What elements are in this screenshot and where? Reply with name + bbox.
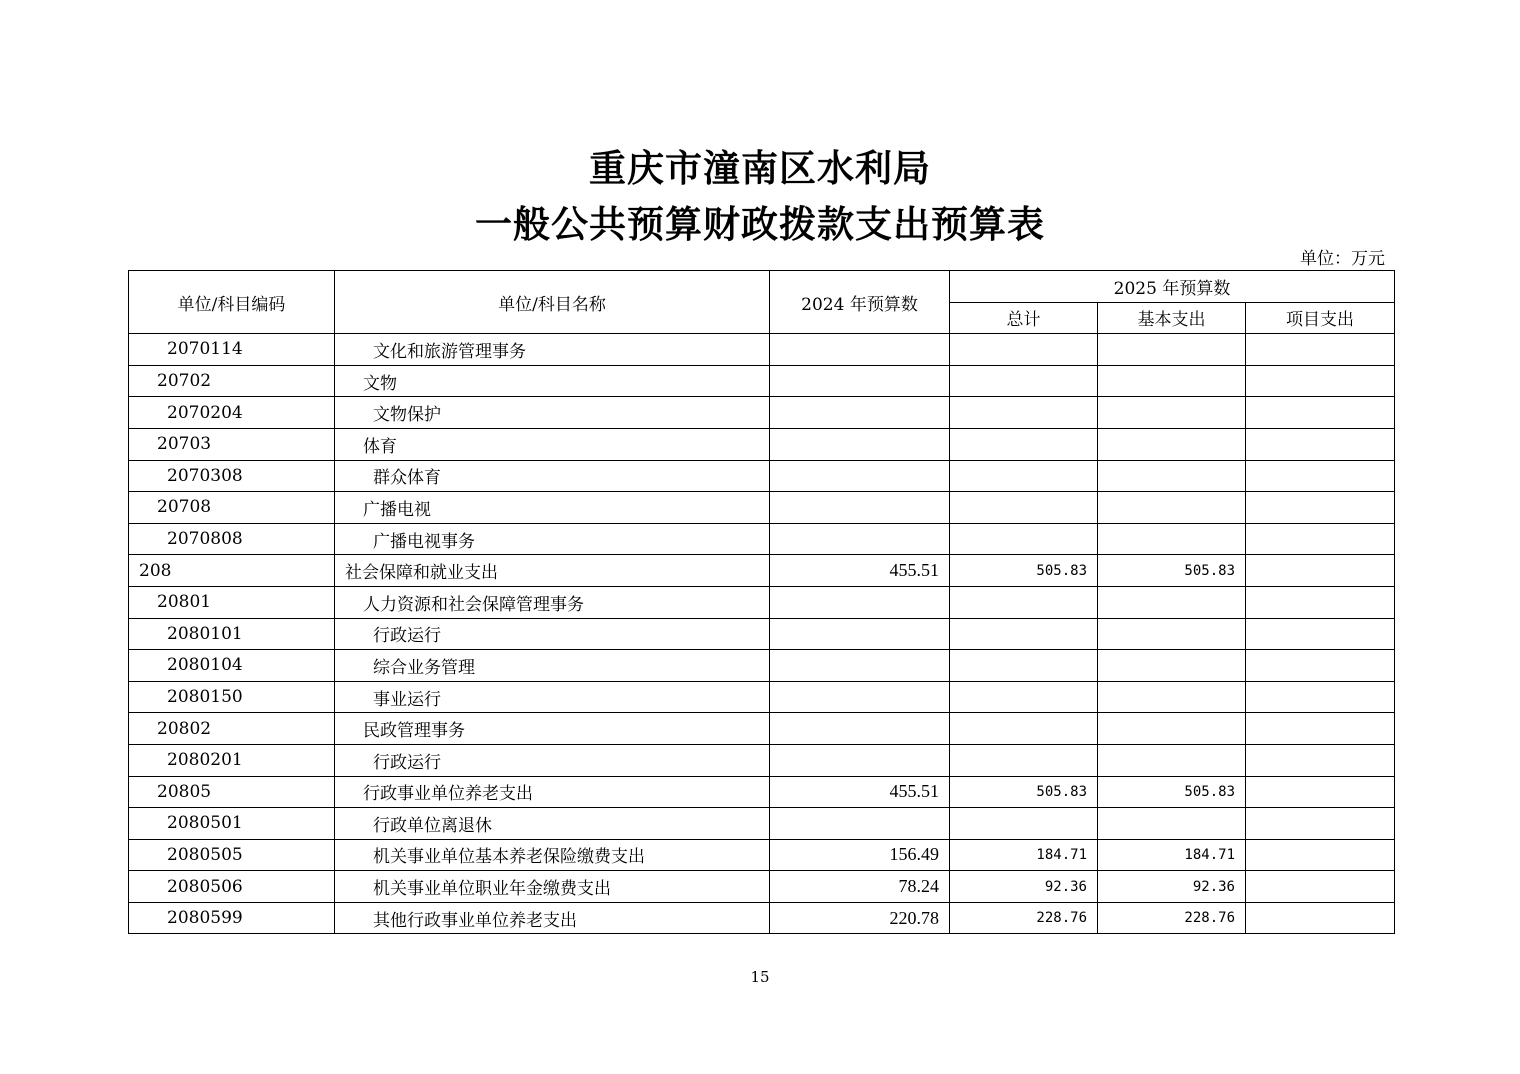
row-code: 20708 [129,492,335,524]
row-code: 2080101 [129,618,335,650]
table-row [129,334,1395,366]
table-row [129,744,1395,776]
row-project [1246,776,1395,808]
row-basic [1098,334,1246,366]
row-basic: 228.76 [1098,902,1246,934]
document-subtitle: 一般公共预算财政拨款支出预算表 [475,202,1045,246]
table-row [129,776,1395,808]
row-basic [1098,428,1246,460]
row-total [950,523,1098,555]
row-basic [1098,460,1246,492]
row-basic [1098,618,1246,650]
row-name: 行政运行 [335,618,770,650]
row-code: 2070204 [129,397,335,429]
table-row [129,492,1395,524]
row-basic [1098,744,1246,776]
row-total [950,492,1098,524]
row-budget-2024: 220.78 [770,902,950,934]
document-title: 重庆市潼南区水利局 [589,146,931,190]
row-total [950,681,1098,713]
table-row [129,618,1395,650]
row-code: 2070808 [129,523,335,555]
row-project [1246,902,1395,934]
row-basic [1098,681,1246,713]
row-budget-2024 [770,460,950,492]
table-row [129,808,1395,840]
row-project [1246,871,1395,903]
unit-label: 单位：万元 [1300,249,1385,269]
row-name: 行政运行 [335,744,770,776]
row-name: 广播电视 [335,492,770,524]
table-row [129,586,1395,618]
row-project [1246,650,1395,682]
row-name: 群众体育 [335,460,770,492]
header-total: 总计 [950,302,1098,334]
row-project [1246,839,1395,871]
row-budget-2024 [770,618,950,650]
row-name: 机关事业单位基本养老保险缴费支出 [335,839,770,871]
row-budget-2024 [770,428,950,460]
row-code: 2080104 [129,650,335,682]
row-name: 人力资源和社会保障管理事务 [335,586,770,618]
row-total: 228.76 [950,902,1098,934]
row-project [1246,492,1395,524]
table-row [129,397,1395,429]
row-name: 行政单位离退休 [335,808,770,840]
row-total [950,428,1098,460]
row-code: 20702 [129,365,335,397]
row-code: 2080501 [129,808,335,840]
row-code: 2080150 [129,681,335,713]
budget-table [128,270,1395,934]
row-project [1246,428,1395,460]
row-budget-2024 [770,713,950,745]
table-row [129,713,1395,745]
row-basic [1098,808,1246,840]
table-row [129,839,1395,871]
row-basic: 505.83 [1098,776,1246,808]
row-total [950,713,1098,745]
header-basic: 基本支出 [1098,302,1246,334]
row-basic: 505.83 [1098,555,1246,587]
row-budget-2024 [770,650,950,682]
table-row [129,681,1395,713]
table-row [129,428,1395,460]
row-total: 505.83 [950,555,1098,587]
row-basic [1098,713,1246,745]
row-code: 2080505 [129,839,335,871]
page-number: 15 [750,968,770,986]
row-name: 事业运行 [335,681,770,713]
row-budget-2024: 78.24 [770,871,950,903]
table-row [129,555,1395,587]
row-budget-2024 [770,334,950,366]
row-basic [1098,365,1246,397]
table-row [129,902,1395,934]
row-total [950,334,1098,366]
row-name: 民政管理事务 [335,713,770,745]
row-name: 其他行政事业单位养老支出 [335,902,770,934]
row-total: 92.36 [950,871,1098,903]
row-code: 208 [129,555,335,587]
row-total [950,618,1098,650]
row-project [1246,397,1395,429]
header-budget-2025: 2025 年预算数 [950,271,1395,303]
table-row [129,365,1395,397]
row-budget-2024 [770,586,950,618]
row-basic: 92.36 [1098,871,1246,903]
row-name: 文化和旅游管理事务 [335,334,770,366]
row-budget-2024 [770,523,950,555]
table-row [129,460,1395,492]
row-project [1246,618,1395,650]
row-code: 20801 [129,586,335,618]
row-budget-2024: 455.51 [770,776,950,808]
row-code: 20802 [129,713,335,745]
row-code: 2070308 [129,460,335,492]
row-name: 广播电视事务 [335,523,770,555]
header-budget-2024: 2024 年预算数 [770,271,950,334]
header-name: 单位/科目名称 [335,271,770,334]
row-basic [1098,650,1246,682]
row-basic: 184.71 [1098,839,1246,871]
row-project [1246,523,1395,555]
row-budget-2024: 455.51 [770,555,950,587]
row-total [950,586,1098,618]
row-budget-2024 [770,808,950,840]
row-budget-2024: 156.49 [770,839,950,871]
table-row [129,523,1395,555]
row-code: 2080599 [129,902,335,934]
row-project [1246,555,1395,587]
row-total [950,744,1098,776]
table-row [129,650,1395,682]
row-total [950,397,1098,429]
row-project [1246,808,1395,840]
row-basic [1098,492,1246,524]
row-budget-2024 [770,744,950,776]
row-project [1246,713,1395,745]
row-code: 2080506 [129,871,335,903]
row-name: 行政事业单位养老支出 [335,776,770,808]
row-basic [1098,586,1246,618]
header-project: 项目支出 [1246,302,1395,334]
row-total [950,808,1098,840]
row-code: 20703 [129,428,335,460]
row-basic [1098,523,1246,555]
row-total [950,365,1098,397]
row-project [1246,365,1395,397]
row-budget-2024 [770,492,950,524]
row-budget-2024 [770,397,950,429]
row-total: 505.83 [950,776,1098,808]
row-code: 20805 [129,776,335,808]
row-total [950,460,1098,492]
row-project [1246,681,1395,713]
row-code: 2080201 [129,744,335,776]
row-budget-2024 [770,365,950,397]
row-project [1246,586,1395,618]
row-basic [1098,397,1246,429]
row-name: 社会保障和就业支出 [335,555,770,587]
row-budget-2024 [770,681,950,713]
row-name: 机关事业单位职业年金缴费支出 [335,871,770,903]
row-name: 文物保护 [335,397,770,429]
header-code: 单位/科目编码 [129,271,335,334]
row-project [1246,744,1395,776]
row-project [1246,334,1395,366]
row-total [950,650,1098,682]
table-row [129,871,1395,903]
row-code: 2070114 [129,334,335,366]
row-total: 184.71 [950,839,1098,871]
row-name: 综合业务管理 [335,650,770,682]
row-name: 体育 [335,428,770,460]
row-name: 文物 [335,365,770,397]
row-project [1246,460,1395,492]
